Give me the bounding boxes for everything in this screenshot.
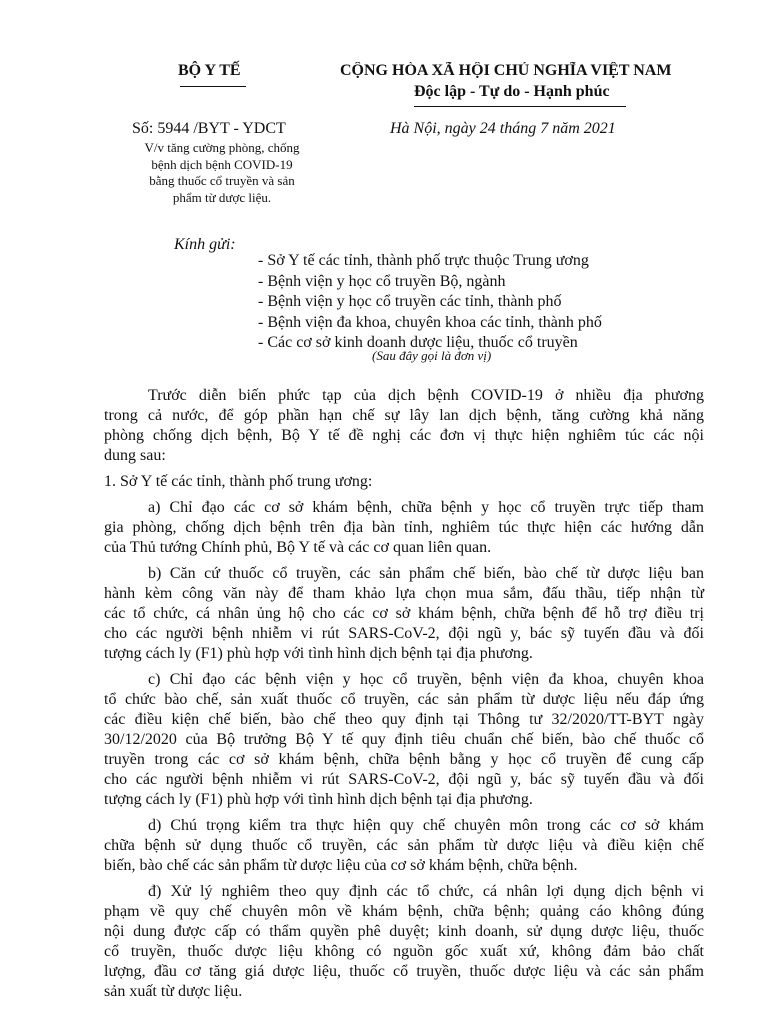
body-line: chữa bệnh sử dụng thuốc cổ truyền, các sản phẩm từ dược liệu và điều kiện chế — [104, 837, 704, 854]
recipient-item: - Bệnh viện y học cổ truyền các tỉnh, thành phố — [258, 293, 562, 310]
paragraph-dd — [104, 882, 704, 1002]
date-line: Hà Nội, ngày 24 tháng 7 năm 2021 — [390, 120, 616, 137]
body-line: a) Chỉ đạo các cơ sở khám bệnh, chữa bệnh y học cổ truyền trực tiếp tham — [148, 499, 704, 516]
section-heading — [104, 472, 704, 492]
recipient-item: - Bệnh viện y học cổ truyền Bộ, ngành — [258, 272, 506, 290]
body-line: tượng cách ly (F1) phù hợp với tình hình dịch bệnh tại địa phương. — [104, 791, 533, 808]
body-line: sản xuất từ dược liệu. — [104, 983, 243, 1000]
body-line: d) Chú trọng kiểm tra thực hiện quy chế chuyên môn trong các cơ sở khám — [148, 817, 704, 834]
national-title: CỘNG HÒA XÃ HỘI CHỦ NGHĨA VIỆT NAM — [340, 62, 672, 79]
document-number: Số: 5944 /BYT - YDCT — [132, 120, 286, 137]
body-line: biến, bào chế các sản phẩm từ dược liệu của cơ sở khám bệnh, chữa bệnh. — [104, 857, 578, 874]
body-line: các tổ chức, cá nhân ủng hộ cho các cơ sở khám bệnh, chữa bệnh để hỗ trợ điều trị — [104, 605, 704, 622]
body-line: 30/12/2020 của Bộ trưởng Bộ Y tế quy định tiêu chuẩn chế biến, bào chế thuốc cổ — [104, 731, 704, 748]
section-1-heading: 1. Sở Y tế các tỉnh, thành phố trung ương: — [104, 473, 373, 490]
body-line: dung sau: — [104, 447, 166, 464]
motto-underline — [414, 106, 626, 107]
subject-line: bệnh dịch bệnh COVID-19 — [151, 156, 293, 172]
recipient-list — [258, 251, 602, 354]
paragraph-d — [104, 816, 704, 876]
organization-underline — [180, 86, 246, 87]
paragraph-a — [104, 498, 704, 558]
recipient-item: - Bệnh viện đa khoa, chuyên khoa các tỉnh, thành phố — [258, 313, 602, 331]
national-motto: Độc lập - Tự do - Hạnh phúc — [414, 83, 610, 100]
paragraph-c — [104, 670, 704, 810]
body-line: cho các người bệnh nhiễm vi rút SARS-CoV-2, đội ngũ y, bác sỹ tuyến đầu và đối — [104, 771, 704, 788]
body-line: lượng, đầu cơ tăng giá dược liệu, thuốc cổ truyền, thuốc dược liệu và các sản phẩm — [104, 963, 704, 980]
subject-line: bằng thuốc cổ truyền và sản — [149, 173, 295, 188]
intro-paragraph — [104, 386, 704, 466]
document-body — [104, 386, 704, 1002]
body-line: c) Chỉ đạo các bệnh viện y học cổ truyền, bệnh viện đa khoa, chuyên khoa — [148, 671, 704, 688]
body-line: của Thủ tướng Chính phủ, Bộ Y tế và các cơ quan liên quan. — [104, 539, 492, 556]
body-line: tổ chức bào chế, sản xuất thuốc cổ truyền, các sản phẩm từ dược liệu nếu đáp ứng — [104, 691, 704, 708]
body-line: cho các người bệnh nhiễm vi rút SARS-CoV-2, đội ngũ y, bác sỹ tuyến đầu và đối — [104, 625, 704, 642]
recipient-item: - Sở Y tế các tỉnh, thành phố trực thuộc Trung ương — [258, 252, 589, 269]
body-line: đ) Xử lý nghiêm theo quy định các tổ chức, cá nhân lợi dụng dịch bệnh vi — [148, 883, 704, 900]
body-line: các điều kiện chế biến, bào chế theo quy định tại Thông tư 32/2020/TT-BYT ngày — [104, 711, 704, 728]
body-line: tượng cách ly (F1) phù hợp với tình hình dịch bệnh tại địa phương. — [104, 645, 533, 662]
body-line: hành kèm công văn này để tham khảo lựa chọn mua sắm, đấu thầu, tiếp nhận từ — [104, 585, 704, 602]
body-line: nội dung được cấp có thẩm quyền phê duyệt; kinh doanh, sử dụng dược liệu, thuốc — [104, 923, 704, 940]
body-line: cổ truyền, thuốc dược liệu không có nguồn gốc xuất xứ, không đảm bảo chất — [104, 943, 704, 960]
body-line: Trước diễn biến phức tạp của dịch bệnh COVID-19 ở nhiều địa phương — [148, 387, 704, 404]
subject-block — [102, 140, 342, 206]
body-line: gia phòng, chống dịch bệnh trên địa bàn tỉnh, nghiêm túc thực hiện các hướng dẫn — [104, 519, 704, 536]
body-line: phạm về quy chế chuyên môn về khám bệnh, chữa bệnh; quảng cáo không đúng — [104, 903, 704, 920]
body-line: b) Căn cứ thuốc cổ truyền, các sản phẩm chế biến, bào chế từ dược liệu ban — [148, 565, 704, 582]
subject-line: phẩm từ dược liệu. — [172, 189, 272, 205]
subject-line: V/v tăng cường phòng, chống — [144, 140, 300, 155]
recipient-item: - Các cơ sở kinh doanh dược liệu, thuốc cổ truyền — [258, 334, 578, 351]
paragraph-b — [104, 564, 704, 664]
body-line: trong cả nước, để góp phần hạn chế sự lây lan dịch bệnh, tăng cường khả năng — [104, 407, 704, 424]
body-line: truyền trong các cơ sở khám bệnh, chữa bệnh bằng y học cổ truyền để cung cấp — [104, 751, 704, 768]
body-line: phòng chống dịch bệnh, Bộ Y tế đề nghị các đơn vị thực hiện nghiêm túc các nội — [104, 427, 704, 444]
recipient-note: (Sau đây gọi là đơn vị) — [372, 348, 492, 363]
issuing-organization: BỘ Y TẾ — [178, 62, 241, 79]
salutation: Kính gửi: — [174, 236, 236, 253]
